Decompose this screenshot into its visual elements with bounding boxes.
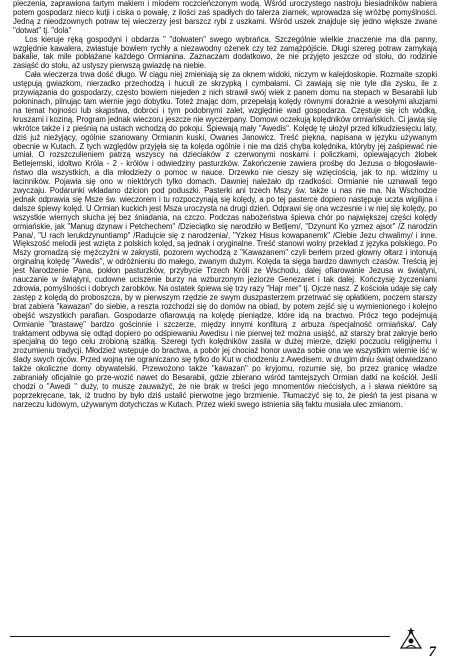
paragraph: Cała wieczerza trwa dość długo. W ciągu niej zmieniają się za oknem widoki, niczym w kalejdoskopie. Rozmaite szopki ustępują gwiazkom, nierzadko przechodzą i huculi ze skrzypką i cymbałami. Ci zawiają się nie tyle dla zysku, ile z przywiązania do gospodarzy, często bowiem niejeden z nich strawił swój wiek z panem domu na stepach w Besarabii lub połoninach, pilnując tam wiernie jego dobytku. Toteż znając dom, przepełają kolędy równymi dorażnie a wesołymi aluzjami na temat hojności lub skąpstwa, dobroci i tym podobnymi zalet, względnie wad gospodarza. Częstuje się ich wódką, kruszami i koziną. Program jednak wieczoru jeszcze nie wyczerpany. Domowi oczekują kolędników ormiańskich. Ci jawią się wkrótce także i z pieśnią na ustach wchodzą do pokoju. Śpiewają mały "Awedis". Kolędę tę ułożył przed kilkudziesięciu laty, dziś już nieżyjący, ogólnie szanowany Ormianin kuski, Owanes Janowicz. Treść piękna, napisana w języku używanym obecnie w Kutach. Z tych względów przyjęła się ta kolęda ogólnie i nie ma dziś chyba kolędnika, któryby jej zaśpiewać nie umiał. O rozszczulieniem patrzą wszyscy na dzieciaków z czerwonymi noskami i policzkami, opiewających żłobek Betlejemski, idoltwo Króla - 2 - królów i odwiedziny pasturzków. Zakończenie zawiera prośbę do Jezusa o błogosławie- ństwo dla wszystkich, a dla młodzieży o pomoc w nauce. Drzewko nie cieszy się wzięciością, jak to np. widzimy u łacinników. Pojawia się ono w niektórych tylko domach. Dawniej należało dp rzadkości. Ormianie nie uznawali tego zwyczaju. Podarunki wkładano dzicion pod poduszki. Pasterki ani trzech Mszy św. także u nas nie ma. Na Wschodzie jednak odprawia się Msze św. wieczorem i tu rozpoczynają się kolędy, a po tej pasterce dopiero następuje uczta wigilijna i dalsze śpiewy kolęd. U Ormian kuckich jest Msza uroczysta na drugi dzień. Odprawi się ona wczesnie i w niej się kolędy, po wszystkie wiernych słucha jej bez śniadania, na czczo. Podczas nabożeństwa śpiewa chór po największej części kolędy ormiańskie, jak "Manug dzynaw i Petchechem" /Dzieciątko się narodziło w Betljem/, "Dzynunt Ko yzmez ajsor" /Z narodzin Pana/, "U rach lerukdzynuntiamp" /Radujcie się z narodzenia/, "Yzkez Hisus kowapanemk" /Ciebie Jezu chwalimy/ i inne. Większość melodii jest wzięta z polskich kolęd, są jednak i oryginalne. Treść stanowi wolny przekład z języka polskiego. Po Mszy gromadzą się mężczyźni w zakrystii, pozorem wychodzą z "Kawazanem" czyli berłem przed głowny ołtarz i intonują orginalną kolędę "Awedis", w odróżnieniu do małego, zwanym dużym. Kolęda ta sięga bardzo dawnych czasów. Treścią jej jest Narodzenie Pana, pokłon pasturzków, przybycie Trzech Króli ze Wschodu, dalej ofiarowanie Jezusa w świątyni, nauczanie w świątyni, cudowne uciszenie burzy na wzburzonym jeziorze Genezaret i tak dalej. Kończysię życzeniami zdrowia, pomyślności i dobrych zarobków. Na ostatek śpiewa się trzy razy "Hajr mer" tj. Ojcze nasz. Z kościoła udaje się cały zastęp z kolędą do proboszcza, by w pierwszym rzędzie ze swym duszpasterzem przetrwać się opłatkiem, poczem starszy brat zabiera "kawazan" do siebie, a reszta rozchodzi się do domów na obiad, by potem zejść się u wymienionego i kolejno obejść wszystkich parafian. Gospodarze ofiarowują na kolędę pieniądze, które idą na bractwo. Prócz tego podejmują Ormianie "brastawę" bardzo gościnnie i szczerze, między innymi konfiturą z arbuza /specjalność ormiańska/. Cały traktament odbywa się odtąd dopiero po odśpiewaniu Awedisu i nie pierwej też można usiąść, aż starszy brat zakryje berło specjalną do tego celu zrobioną szatką. Szeregi tych kolędników zasila w dużej mierze, dzięki poczuciu religijnemu i zrozumieniu tradycji. Młodzież wstępuje do bractwa, a pobór jej chociaż honor uważa sobie ona we wszystkim wiernie iść w ślady swych ojców. Przed wojną nie ograniczano się tylko do Kut w chodzeniu z Awedisem. w drugim dniu świąt odwiedzano także okoliczne domy obywatelski. Przewożono także "kawazan" po kryjomu, rozumie się, bo przez granicę władze zabraniały oficjalnie go prze-wozić nawet do Besarabii, gdzie zbierano wśród tamtejszych Ormian datki na kościół. Jeśli chodzi o "Awedi " duży, to muszę zauważyć, że nie brak w treści jego mnomentów niećcisłych, a i sława niektóre są poprzekręcane, tak, iż trudno by było dziś ustalić pierwotne jego brzmienie. Tłumaczyć się to, że pieśń ta jest pisana w narzeczu ludowym, używanym dotychczas w Kutach. Przez wieki swego istnienia siłą faktu musiała ulec zmianom. xyxy=(13,70,437,409)
paragraph: Los kieruje ręką gospodyni i obdarza " "dołwaten" swego wybrańca. Szczególnie wielkie znaczenie ma dla panny, względnie kawalera, zwiastuje bowiem rychły a niezawodny ożenek czy też zamążpójście. Długi szereg potraw zamykają bakalie, tak mile pobłażane każdego Ormianina. Zaznaczam dodatkowo, że nie przyjęto jeszcze od stołu, do rodzinie zasiąść do stołu, aż ustyszy pierwszą gwiazdę na niebie. xyxy=(13,34,437,71)
paragraph: pieczenia, zaprawiona tartym makiem i miodem roczcieńczonym wodą. Wśród uroczystego nastroju biesiadników nabiera potem gospodarz nieco kutji i ciska o powałę, z ilości zaś spadłych do talerza ziarnek, wprowadza się wróżbę pomyślności. Jedną z nieodzownych potraw tej wieczerzy jest barszcz rybi z uszkami. Wśród uszek znajduje się jedno większe zwane "dotwat" tj. "dola" xyxy=(13,0,437,35)
nativity-ornament-icon xyxy=(398,626,424,652)
article-body xyxy=(13,0,437,410)
footer-divider xyxy=(10,636,390,637)
page-number: 7 xyxy=(428,644,436,660)
